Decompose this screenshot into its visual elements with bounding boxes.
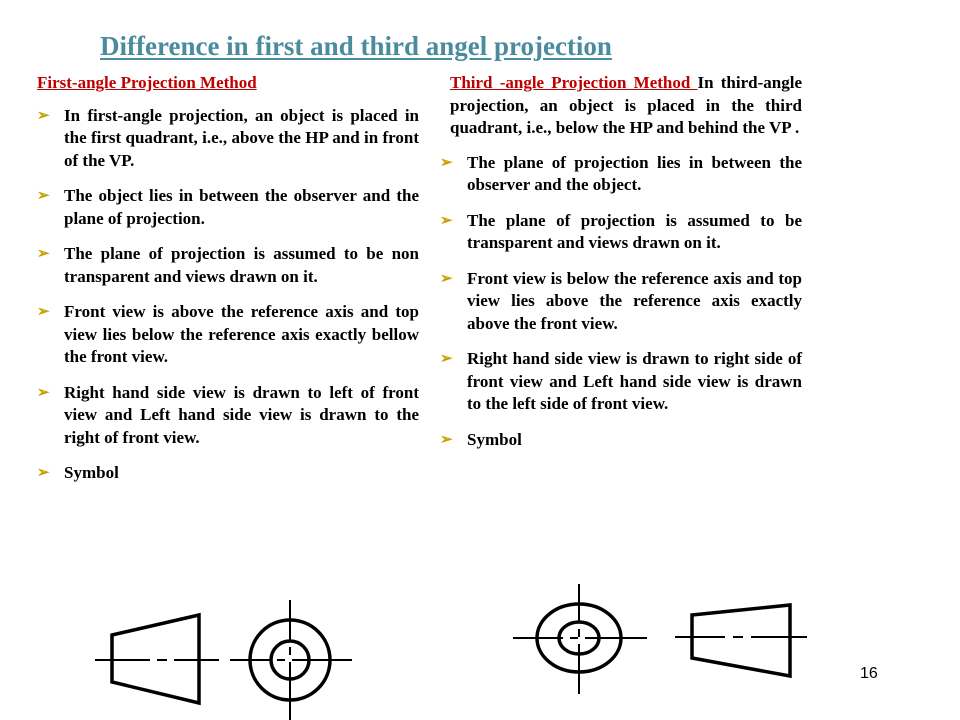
bullet-item: ➢ The plane of projection lies in between the observer and the object.: [440, 152, 802, 197]
bullet-item: ➢ Front view is below the reference axis and top view lies above the reference axis exactly above the front view.: [440, 268, 802, 336]
arrowhead-bullet-icon: ➢: [440, 431, 453, 448]
slide-title: Difference in first and third angel projection: [100, 31, 612, 61]
concentric-ellipses-end-view: [513, 584, 647, 694]
bullet-item: ➢ Right hand side view is drawn to right side of front view and Left hand side view is drawn to the left side of front view.: [440, 348, 802, 416]
third-angle-intro-text: In third-angle projection, an object is placed in the third quadrant, i.e., below the HP and behind the VP .: [450, 73, 802, 137]
first-angle-symbol: [90, 598, 360, 720]
truncated-cone-front-view: [675, 605, 807, 676]
arrowhead-bullet-icon: ➢: [37, 304, 50, 320]
third-angle-symbol: [505, 578, 815, 700]
bullet-item: ➢ In first-angle projection, an object is placed in the first quadrant, i.e., above the HP and in front of the VP.: [37, 105, 419, 173]
bullet-item: ➢ Front view is above the reference axis and top view lies below the reference axis exactly bellow the front view.: [37, 301, 419, 369]
bullet-item: ➢ The plane of projection is assumed to be non transparent and views drawn on it.: [37, 243, 419, 288]
arrowhead-bullet-icon: ➢: [440, 212, 453, 229]
bullet-item: ➢ The object lies in between the observer and the plane of projection.: [37, 185, 419, 230]
page-number: 16: [860, 665, 878, 682]
bullet-item: ➢ Right hand side view is drawn to left of front view and Left hand side view is drawn to the right of front view.: [37, 382, 419, 450]
third-angle-column: [440, 72, 802, 464]
bullet-item-symbol: ➢ Symbol: [37, 462, 419, 485]
concentric-circles-end-view: [230, 600, 352, 720]
arrowhead-bullet-icon: ➢: [440, 351, 453, 367]
arrowhead-bullet-icon: ➢: [37, 384, 50, 401]
arrowhead-bullet-icon: ➢: [37, 188, 50, 204]
third-angle-heading: Third -angle Projection Method: [450, 73, 698, 92]
bullet-item: ➢ The plane of projection is assumed to be transparent and views drawn on it.: [440, 210, 802, 255]
third-angle-intro: [450, 72, 802, 140]
arrowhead-bullet-icon: ➢: [440, 270, 453, 287]
arrowhead-bullet-icon: ➢: [37, 246, 50, 262]
first-angle-heading: First-angle Projection Method: [37, 73, 257, 92]
arrowhead-bullet-icon: ➢: [440, 154, 453, 171]
arrowhead-bullet-icon: ➢: [37, 107, 50, 124]
bullet-item-symbol: ➢ Symbol: [440, 429, 802, 452]
arrowhead-bullet-icon: ➢: [37, 465, 50, 481]
truncated-cone-front-view: [95, 615, 220, 703]
first-angle-column: [37, 72, 419, 498]
